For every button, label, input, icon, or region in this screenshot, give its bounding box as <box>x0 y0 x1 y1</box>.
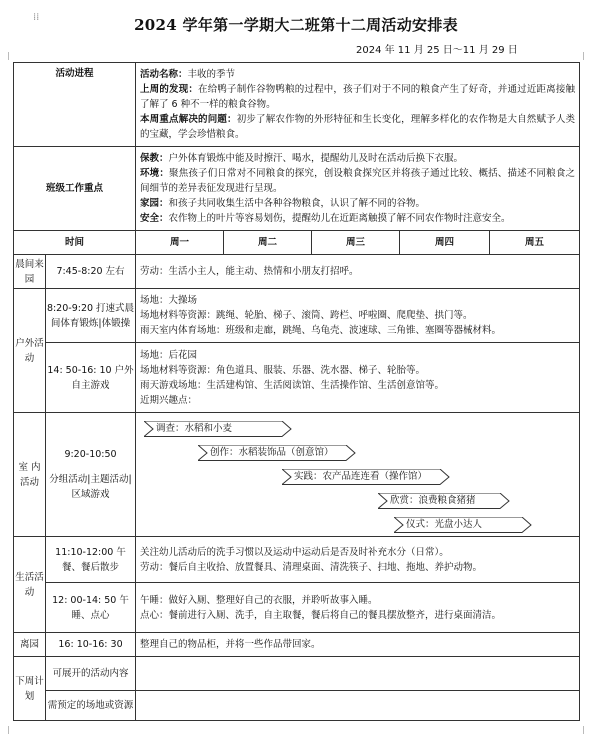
arrival-section: 晨间来园 <box>14 255 46 289</box>
time-header: 时间 <box>14 231 136 255</box>
outdoor-section: 户外活动 <box>14 289 46 413</box>
page-corner-mark <box>0 52 9 60</box>
focus-content <box>136 147 580 231</box>
life-noon-row <box>14 537 580 583</box>
day-wed: 周三 <box>312 231 400 255</box>
found-label: 上周的发现： <box>140 84 199 95</box>
life-noon-content: 关注幼儿活动后的洗手习惯以及运动中运动后是否及时补充水分（日常）。 劳动：餐后自主收拾、放置餐具、清理桌面、清洗筷子、扫地、拖地、养护动物。 <box>136 537 580 583</box>
schedule-table <box>13 62 580 721</box>
arrival-row <box>14 255 580 289</box>
date-range: 2024 年 11 月 25 日～11 月 29 日 <box>356 45 518 56</box>
indoor-flow-cell <box>136 413 580 537</box>
solve-label: 本周重点解决的问题： <box>140 114 237 125</box>
focus-row <box>14 147 580 231</box>
outdoor-afternoon-content: 场地：后花园 场地材料等资源：角色道具、服装、乐器、洗水器、梯子、轮胎等。 雨天游戏场地：生活建构馆、生活阅读馆、生活操作馆、生活创意馆等。 近期兴趣点： <box>136 343 580 413</box>
outdoor-morning-content: 场地：大操场 场地材料等资源：跳绳、轮胎、梯子、滚筒、跨栏、呼啦圈、爬爬垫、拱门等。 雨天室内体育场地：班级和走廊，跳绳、乌龟壳、波速球、三角锥、塞圈等器械材料。 <box>136 289 580 343</box>
focus-item: 环境：聚焦孩子们日常对不同粮食的探究，创设粮食探究区并将孩子通过比较、概括、描述不同粮食之间细节的差异表征发现进行呈现。 <box>140 168 575 194</box>
flow-step-create: 创作：水稻装饰品（创意馆） <box>198 445 356 461</box>
next-week-row-1 <box>14 657 580 691</box>
next-week-row-2 <box>14 691 580 721</box>
day-tue: 周二 <box>224 231 312 255</box>
theme-value: 丰收的季节 <box>187 69 236 80</box>
day-header-row <box>14 231 580 255</box>
page-corner-mark <box>583 726 592 734</box>
life-nap-content: 午睡：做好入厕、整理好自己的衣服，并聆听故事入睡。 点心：餐前进行入厕、洗手，自主取餐，餐后将自己的餐具摆放整齐，进行桌面清洁。 <box>136 583 580 633</box>
focus-item: 保教：户外体育锻炼中能及时擦汗、喝水，提醒幼儿及时在活动后换下衣服。 <box>140 153 464 164</box>
found-text: 在给鸭子制作谷物鸭粮的过程中，孩子们对于不同的粮食产生了好奇，并通过近距离接触了解了 6 种不一样的粮食谷物。 <box>140 84 575 110</box>
day-fri: 周五 <box>490 231 580 255</box>
focus-label: 班级工作重点 <box>14 147 136 231</box>
flow-step-appreciate: 欣赏：浪费粮食猪猪 <box>378 493 510 509</box>
outdoor-afternoon-time: 14: 50-16: 10 户外自主游戏 <box>46 343 136 413</box>
progress-row <box>14 63 580 147</box>
next-week-section: 下周计划 <box>14 657 46 721</box>
leave-row <box>14 633 580 657</box>
outdoor-morning-row <box>14 289 580 343</box>
indoor-time: 9:20-10:50 分组活动|主题活动|区域游戏 <box>46 413 136 537</box>
arrival-content: 劳动：生活小主人，能主动、热情和小朋友打招呼。 <box>136 255 580 289</box>
activity-flow <box>136 414 579 536</box>
indoor-section: 室 内活动 <box>14 413 46 537</box>
next-week-resources-cell[interactable] <box>136 691 580 721</box>
solve-text: 初步了解农作物的外形特征和生长变化，理解多样化的农作物是大自然赋予人类的宝藏，学会珍惜粮食。 <box>140 114 575 140</box>
focus-item: 安全：农作物上的叶片等容易划伤，提醒幼儿在近距离触摸了解不同农作物时注意安全。 <box>140 213 511 224</box>
page-corner-mark <box>583 52 592 60</box>
table-move-handle-icon[interactable]: ⁞⁞ <box>33 12 40 23</box>
progress-content <box>136 63 580 147</box>
indoor-row <box>14 413 580 537</box>
leave-section: 离园 <box>14 633 46 657</box>
day-thu: 周四 <box>400 231 490 255</box>
document-title: 2024 学年第一学期大二班第十二周活动安排表 <box>134 16 458 34</box>
life-noon-time: 11:10-12:00 午餐、餐后散步 <box>46 537 136 583</box>
next-week-activities-cell[interactable] <box>136 657 580 691</box>
life-nap-row <box>14 583 580 633</box>
next-week-resources-label: 需预定的场地或资源 <box>46 691 136 721</box>
next-week-activities-label: 可展开的活动内容 <box>46 657 136 691</box>
outdoor-afternoon-row <box>14 343 580 413</box>
life-section: 生活活动 <box>14 537 46 633</box>
leave-time: 16: 10-16: 30 <box>46 633 136 657</box>
page-corner-mark <box>0 726 9 734</box>
flow-step-ceremony: 仪式：光盘小达人 <box>394 517 532 533</box>
theme-label: 活动名称： <box>140 69 188 80</box>
focus-item: 家园：和孩子共同收集生活中各种谷物粮食，认识了解不同的谷物。 <box>140 198 426 209</box>
outdoor-morning-time: 8:20-9:20 打速式晨间体育锻炼|体锻操 <box>46 289 136 343</box>
day-mon: 周一 <box>136 231 224 255</box>
progress-label: 活动进程 <box>14 63 136 147</box>
flow-step-practice: 实践：农产品连连看（操作馆） <box>282 469 450 485</box>
leave-content: 整理自己的物品柜，并将一些作品带回家。 <box>136 633 580 657</box>
life-nap-time: 12: 00-14: 50 午睡、点心 <box>46 583 136 633</box>
arrival-time: 7:45-8:20 左右 <box>46 255 136 289</box>
flow-step-survey: 调查：水稻和小麦 <box>144 421 292 437</box>
